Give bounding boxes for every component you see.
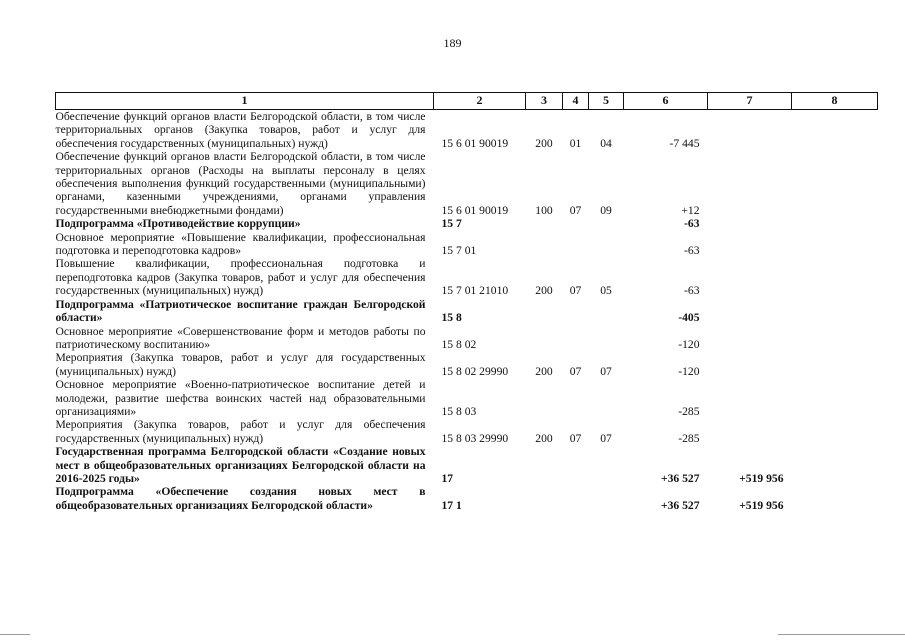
row-subsection xyxy=(589,298,624,325)
row-section: 07 xyxy=(569,431,582,445)
row-name: Повышение квалификации, профессиональная подготовка и переподготовка кадров (Закупка товаров, работ и услуг для обеспечения государственных (муниципальных) нужд) xyxy=(55,257,426,298)
row-code: 17 1 xyxy=(441,498,462,512)
row-amount-8 xyxy=(792,351,878,378)
row-section: 07 xyxy=(569,284,582,298)
row-code: 15 7 01 xyxy=(441,244,477,258)
row-amount-6: -285 xyxy=(678,431,700,445)
row-subsection: 04 xyxy=(600,136,612,150)
row-name: Подпрограмма «Патриотическое воспитание граждан Белгородской области» xyxy=(55,297,426,325)
row-expense-type xyxy=(526,445,563,485)
row-name: Основное мероприятие «Военно-патриотическое воспитание детей и молодежи, развитие шефства воинских частей над образовательными организациями» xyxy=(55,378,426,418)
row-expense-type xyxy=(526,485,563,512)
row-amount-8 xyxy=(792,231,878,258)
column-header-8: 8 xyxy=(792,93,878,110)
row-section xyxy=(563,445,589,485)
row-amount-6: -285 xyxy=(678,404,700,418)
row-code: 15 7 xyxy=(441,217,462,231)
row-subsection xyxy=(589,378,624,418)
row-amount-7 xyxy=(708,110,792,151)
column-header-4: 4 xyxy=(563,93,589,110)
table-row xyxy=(56,485,878,512)
row-amount-7 xyxy=(708,257,792,297)
row-name: Мероприятия (Закупка товаров, работ и услуг для обеспечения государственных (муниципальных) нужд) xyxy=(55,418,426,445)
row-amount-6: -63 xyxy=(684,217,700,231)
row-section xyxy=(563,378,589,418)
row-section xyxy=(563,325,589,352)
table-row xyxy=(56,378,878,418)
budget-table xyxy=(55,92,878,512)
table-row xyxy=(56,231,878,258)
row-amount-8 xyxy=(792,217,878,230)
row-amount-7: +519 956 xyxy=(739,498,784,512)
row-name: Государственная программа Белгородской области «Создание новых мест в общеобразовательных организациях Белгородской области на 2016-2025 годы» xyxy=(55,445,426,485)
row-code: 15 7 01 21010 xyxy=(441,284,509,298)
row-amount-7 xyxy=(708,217,792,230)
row-code: 17 xyxy=(441,471,454,485)
row-name: Основное мероприятие «Совершенствование форм и методов работы по патриотическому воспитанию» xyxy=(55,324,426,351)
row-subsection xyxy=(589,445,624,485)
row-amount-8 xyxy=(792,378,878,418)
row-expense-type: 200 xyxy=(535,431,553,445)
row-amount-6: -63 xyxy=(684,284,700,298)
row-expense-type: 200 xyxy=(535,284,553,298)
row-amount-6: -7 445 xyxy=(669,136,700,150)
row-amount-6: +36 527 xyxy=(661,498,700,512)
row-section: 07 xyxy=(569,203,582,217)
row-amount-6: +36 527 xyxy=(661,471,700,485)
row-section xyxy=(563,231,589,258)
row-code: 15 8 02 xyxy=(441,337,477,351)
row-amount-8 xyxy=(792,110,878,151)
column-header-7: 7 xyxy=(708,93,792,110)
row-name: Подпрограмма «Противодействие коррупции» xyxy=(55,217,301,231)
row-subsection xyxy=(589,231,624,258)
table-row xyxy=(56,445,878,485)
row-amount-8 xyxy=(792,418,878,445)
row-amount-7 xyxy=(708,378,792,418)
row-section: 07 xyxy=(569,364,582,378)
column-header-3: 3 xyxy=(526,93,563,110)
row-section xyxy=(563,217,589,230)
row-expense-type xyxy=(526,231,563,258)
row-amount-8 xyxy=(792,325,878,352)
row-amount-6: -63 xyxy=(684,244,700,258)
column-header-1: 1 xyxy=(56,93,434,110)
table-row xyxy=(56,217,878,230)
row-subsection xyxy=(589,325,624,352)
row-amount-7 xyxy=(708,351,792,378)
row-amount-7 xyxy=(708,150,792,217)
row-expense-type: 100 xyxy=(535,203,553,217)
row-subsection xyxy=(589,217,624,230)
row-amount-8 xyxy=(792,485,878,512)
row-amount-6: +12 xyxy=(681,203,700,217)
row-amount-8 xyxy=(792,150,878,217)
page-number: 189 xyxy=(443,36,462,50)
row-name: Мероприятия (Закупка товаров, работ и услуг для государственных (муниципальных) нужд) xyxy=(55,351,426,378)
row-amount-6: -405 xyxy=(678,311,700,325)
row-section xyxy=(563,298,589,325)
row-amount-7: +519 956 xyxy=(739,471,784,485)
table-row xyxy=(56,325,878,352)
row-amount-6: -120 xyxy=(678,364,700,378)
row-expense-type xyxy=(526,325,563,352)
row-name: Обеспечение функций органов власти Белгородской области, в том числе территориальных органов (Расходы на выплаты персоналу в целях обеспечения выполнения функций государственными (муниципальными) органами, казенными учреждениями, органами управления государственными внебюджетными фондами) xyxy=(55,150,426,217)
row-subsection: 07 xyxy=(600,431,612,445)
row-code: 15 6 01 90019 xyxy=(441,203,509,217)
row-amount-7 xyxy=(708,298,792,325)
column-header-2: 2 xyxy=(434,93,526,110)
row-name: Обеспечение функций органов власти Белгородской области, в том числе территориальных органов (Закупка товаров, работ и услуг для обеспечения государственных (муниципальных) нужд) xyxy=(55,110,426,150)
row-section xyxy=(563,485,589,512)
row-subsection: 09 xyxy=(600,203,612,217)
row-expense-type xyxy=(526,217,563,230)
row-amount-7 xyxy=(708,418,792,445)
table-row xyxy=(56,298,878,325)
table-row xyxy=(56,351,878,378)
row-expense-type: 200 xyxy=(535,364,553,378)
row-amount-8 xyxy=(792,257,878,297)
table-row xyxy=(56,110,878,151)
scan-edge-mark xyxy=(778,634,905,635)
table-row xyxy=(56,150,878,217)
column-header-5: 5 xyxy=(589,93,624,110)
row-subsection: 05 xyxy=(600,284,612,298)
row-amount-7 xyxy=(708,325,792,352)
header-row xyxy=(56,93,878,110)
row-amount-6: -120 xyxy=(678,337,700,351)
row-expense-type xyxy=(526,298,563,325)
table-row xyxy=(56,418,878,445)
row-expense-type xyxy=(526,378,563,418)
row-code: 15 8 03 xyxy=(441,404,477,418)
row-subsection xyxy=(589,485,624,512)
row-name: Подпрограмма «Обеспечение создания новых мест в общеобразовательных организациях Белгородской области» xyxy=(55,485,426,512)
row-amount-8 xyxy=(792,298,878,325)
row-section: 01 xyxy=(569,136,582,150)
row-code: 15 8 02 29990 xyxy=(441,364,509,378)
scan-edge-mark xyxy=(0,634,30,635)
row-name: Основное мероприятие «Повышение квалификации, профессиональная подготовка и переподготовка кадров» xyxy=(55,230,426,258)
row-subsection: 07 xyxy=(600,364,612,378)
row-amount-8 xyxy=(792,445,878,485)
table-row xyxy=(56,257,878,297)
row-code: 15 8 03 29990 xyxy=(441,431,509,445)
column-header-6: 6 xyxy=(624,93,708,110)
row-amount-7 xyxy=(708,231,792,258)
row-expense-type: 200 xyxy=(535,136,553,150)
row-code: 15 8 xyxy=(441,311,462,325)
row-code: 15 6 01 90019 xyxy=(441,136,509,150)
